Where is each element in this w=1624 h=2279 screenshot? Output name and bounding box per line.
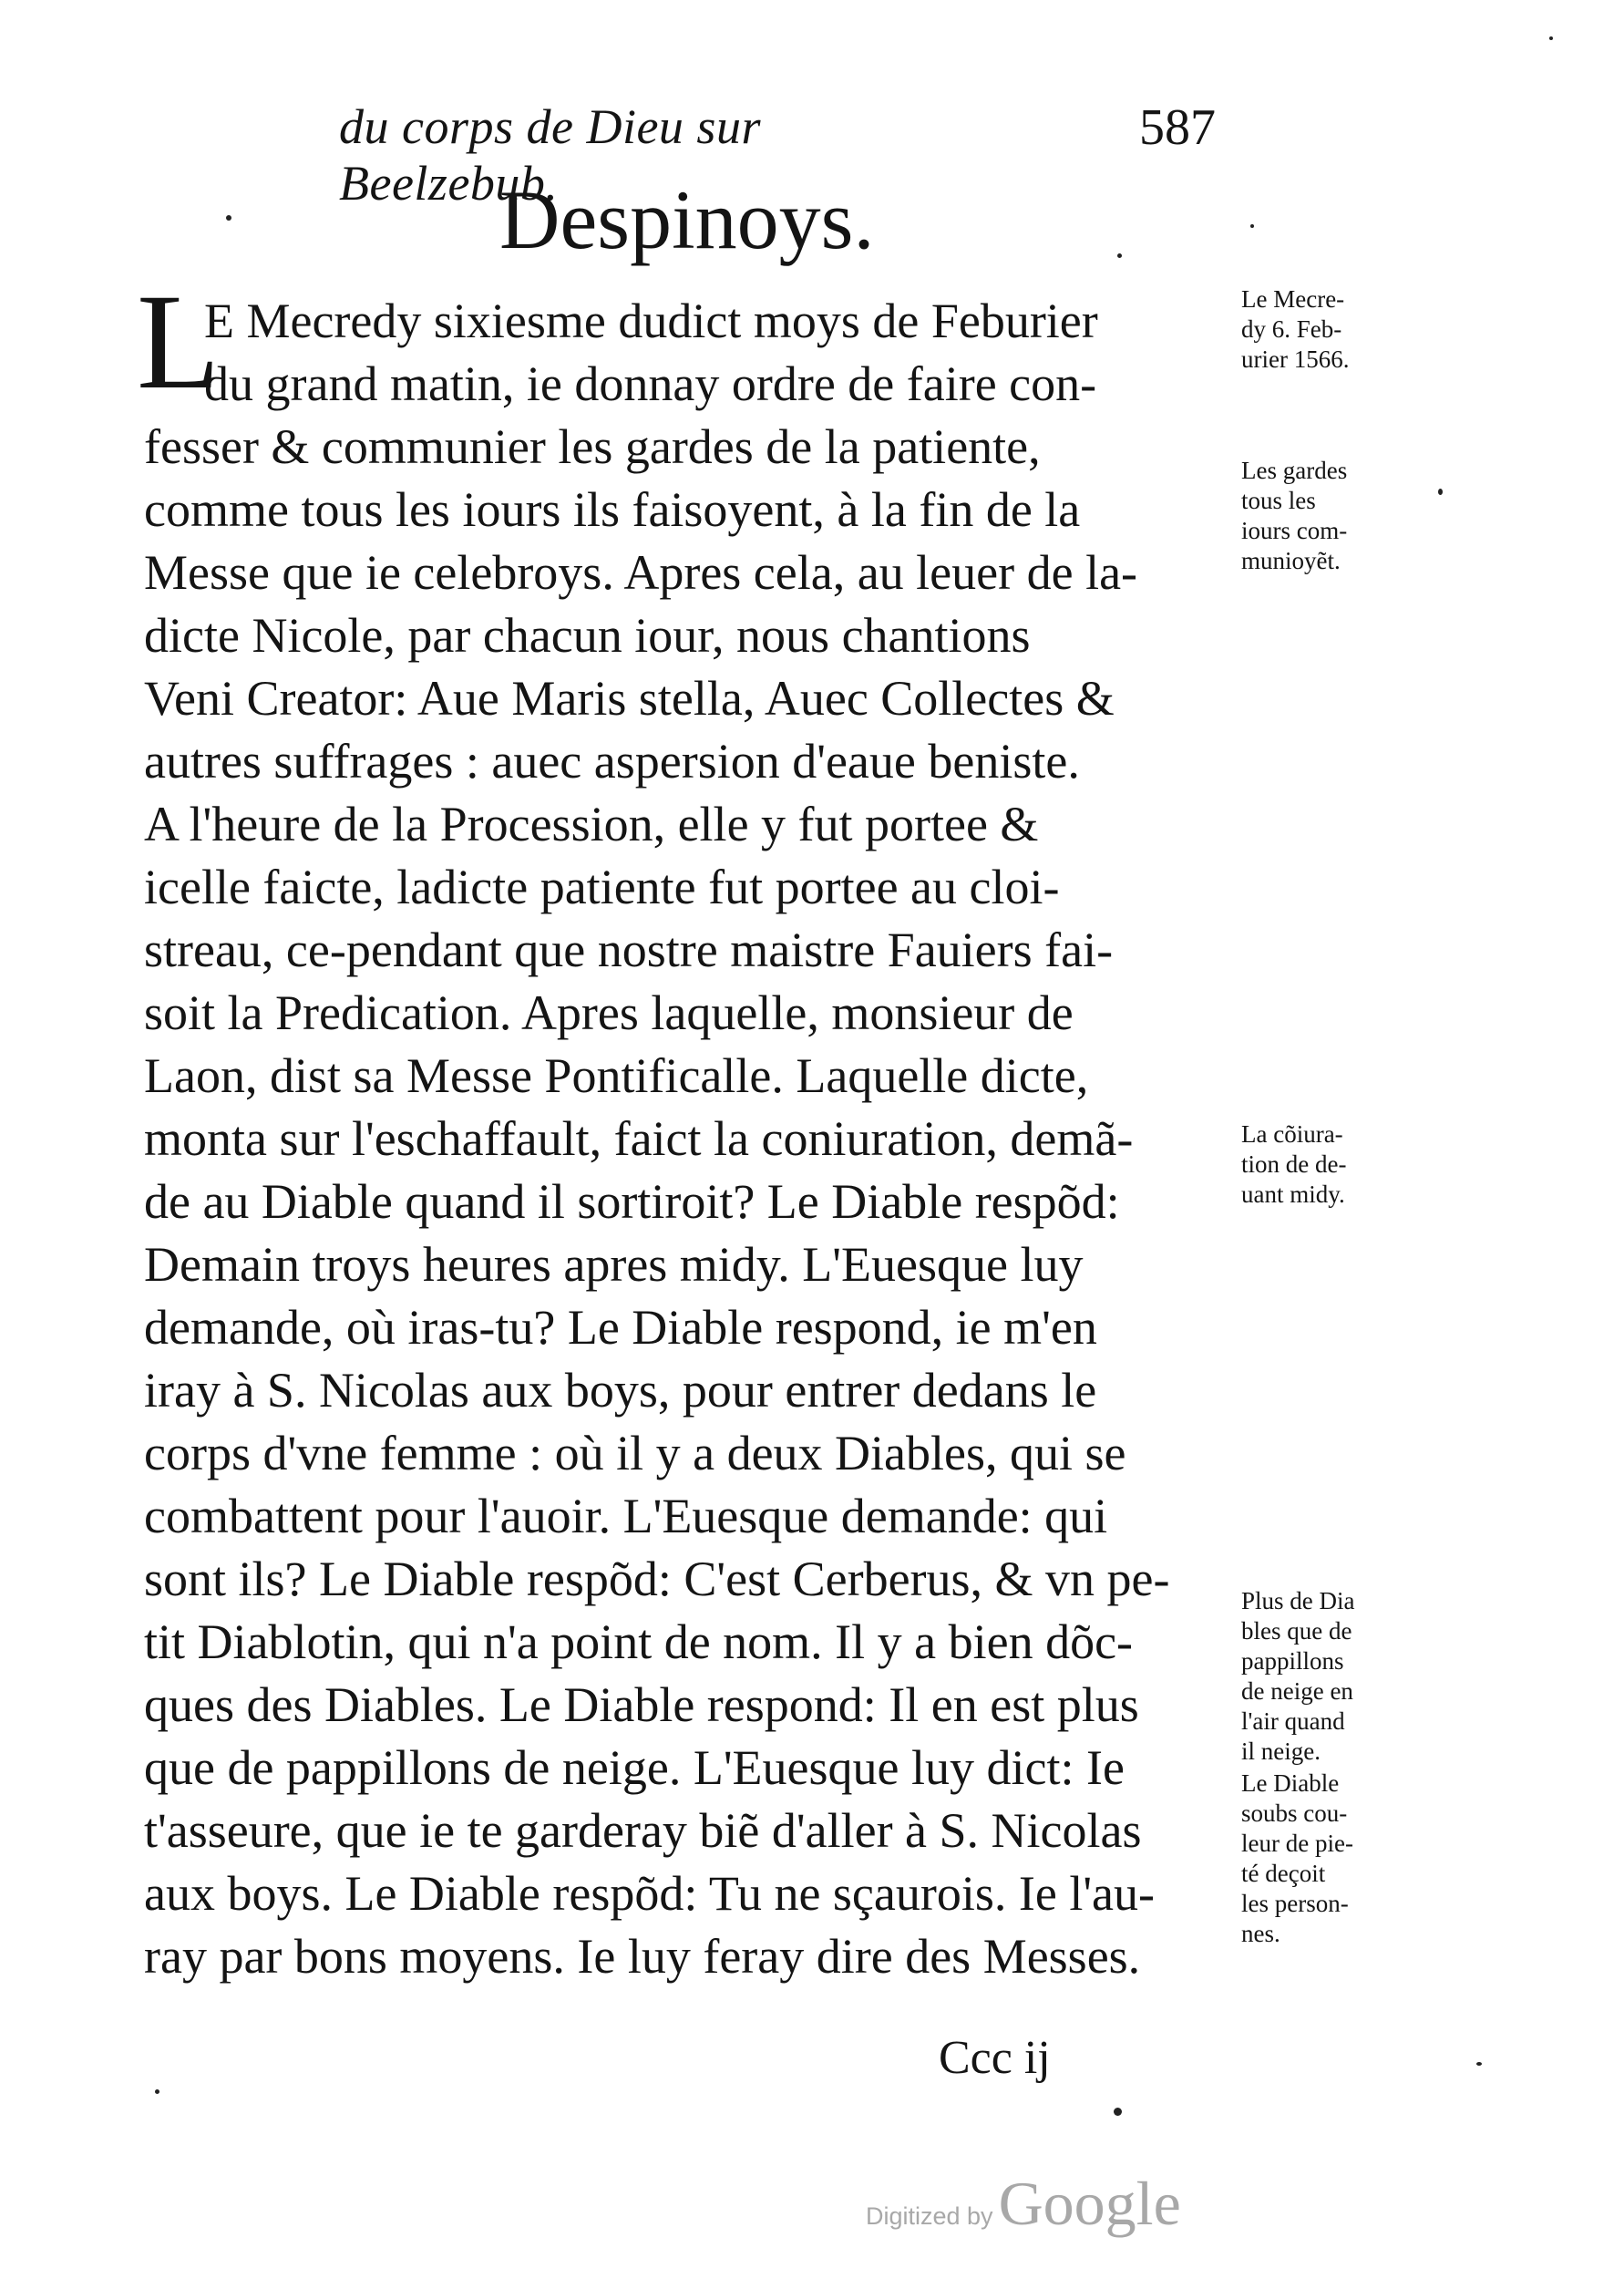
text-line: sont ils? Le Diable respõd: C'est Cerberus, & vn pe- (144, 1552, 1170, 1606)
text-line: autres suffrages : auec aspersion d'eaue beniste. (144, 734, 1080, 789)
text-line: streau, ce-pendant que nostre maistre Fauiers fai- (144, 923, 1114, 977)
marginal-line: pappillons (1241, 1647, 1344, 1675)
text-line: Veni Creator: Aue Maris stella, Auec Collectes & (144, 671, 1115, 726)
marginal-line: urier 1566. (1241, 345, 1350, 373)
marginal-note-deceit (1241, 1769, 1433, 1949)
watermark-prefix: Digitized by (866, 2202, 993, 2230)
marginal-note-conjuration (1241, 1119, 1433, 1210)
text-line: corps d'vne femme : où il y a deux Diables, qui se (144, 1426, 1126, 1480)
text-line: fesser & communier les gardes de la patiente, (144, 419, 1041, 474)
text-line: du grand matin, ie donnay ordre de faire con- (204, 356, 1097, 411)
marginal-line: de neige en (1241, 1677, 1353, 1705)
text-line: A l'heure de la Procession, elle y fut portee & (144, 797, 1039, 851)
signature-mark: Ccc ij (939, 2032, 1051, 2084)
marginal-note-devils (1241, 1586, 1433, 1767)
marginal-note-guards (1241, 456, 1433, 576)
marginal-line: Le Mecre- (1241, 285, 1345, 313)
marginal-line: La cõiura- (1241, 1120, 1343, 1148)
text-line: t'asseure, que ie te garderay biẽ d'aller à S. Nicolas (144, 1803, 1142, 1858)
marginal-line: soubs cou- (1241, 1799, 1348, 1827)
text-line: demande, où iras-tu? Le Diable respond, ie m'en (144, 1300, 1097, 1355)
text-line: comme tous les iours ils faisoyent, à la fin de la (144, 482, 1081, 537)
text-line: de au Diable quand il sortiroit? Le Diable respõd: (144, 1174, 1120, 1229)
text-line: tit Diablotin, qui n'a point de nom. Il y a bien dõc- (144, 1614, 1134, 1669)
marginal-line: iours com- (1241, 517, 1348, 544)
marginal-line: té deçoit (1241, 1860, 1326, 1887)
marginal-line: Les gardes (1241, 457, 1348, 484)
text-line: combattent pour l'auoir. L'Euesque demande: qui (144, 1489, 1108, 1543)
text-line: Laon, dist sa Messe Pontificalle. Laquelle dicte, (144, 1048, 1089, 1103)
marginal-line: Le Diable (1241, 1769, 1340, 1797)
text-line: E Mecredy sixiesme dudict moys de Feburier (204, 294, 1098, 348)
drop-capital: L (137, 266, 221, 418)
text-line: dicte Nicole, par chacun iour, nous chantions (144, 608, 1031, 663)
marginal-line: uant midy. (1241, 1181, 1345, 1208)
marginal-line: nes. (1241, 1920, 1280, 1947)
scan-speck (1476, 2062, 1482, 2066)
marginal-line: munioyẽt. (1241, 547, 1341, 574)
scan-speck (1114, 2108, 1122, 2116)
running-head: du corps de Dieu sur Beelzebub. (339, 99, 761, 211)
marginal-line: les person- (1241, 1890, 1349, 1917)
text-line: que de pappillons de neige. L'Euesque luy dict: Ie (144, 1740, 1125, 1795)
scan-speck (1438, 489, 1443, 495)
marginal-line: leur de pie- (1241, 1830, 1353, 1857)
marginal-line: tous les (1241, 487, 1316, 514)
text-line: Messe que ie celebroys. Apres cela, au leuer de la- (144, 545, 1138, 600)
marginal-line: bles que de (1241, 1617, 1352, 1645)
marginal-line: il neige. (1241, 1738, 1321, 1765)
text-line: monta sur l'eschaffault, faict la coniuration, demã- (144, 1111, 1134, 1166)
text-line: soit la Predication. Apres laquelle, monsieur de (144, 985, 1074, 1040)
marginal-line: dy 6. Feb- (1241, 315, 1342, 343)
scan-speck (226, 215, 231, 221)
marginal-line: Plus de Dia (1241, 1587, 1355, 1614)
chapter-title: Despinoys. (499, 173, 875, 266)
text-line: Demain troys heures apres midy. L'Euesque luy (144, 1237, 1084, 1292)
text-line: iray à S. Nicolas aux boys, pour entrer dedans le (144, 1363, 1097, 1418)
marginal-line: tion de de- (1241, 1150, 1347, 1178)
google-logo: Google (998, 2169, 1181, 2238)
digitized-watermark (866, 2168, 1181, 2240)
text-line: ray par bons moyens. Ie luy feray dire des Messes. (144, 1929, 1141, 1984)
scan-speck (1250, 224, 1254, 228)
text-line: ques des Diables. Le Diable respond: Il en est plus (144, 1677, 1139, 1732)
page-number: 587 (1139, 99, 1216, 156)
marginal-note-date (1241, 284, 1433, 375)
scan-speck (1549, 36, 1553, 40)
marginal-line: l'air quand (1241, 1707, 1345, 1735)
scan-speck (1117, 253, 1122, 258)
text-line: icelle faicte, ladicte patiente fut portee au cloi- (144, 860, 1060, 914)
scan-speck (155, 2089, 159, 2094)
text-line: aux boys. Le Diable respõd: Tu ne sçaurois. Ie l'au- (144, 1866, 1156, 1921)
